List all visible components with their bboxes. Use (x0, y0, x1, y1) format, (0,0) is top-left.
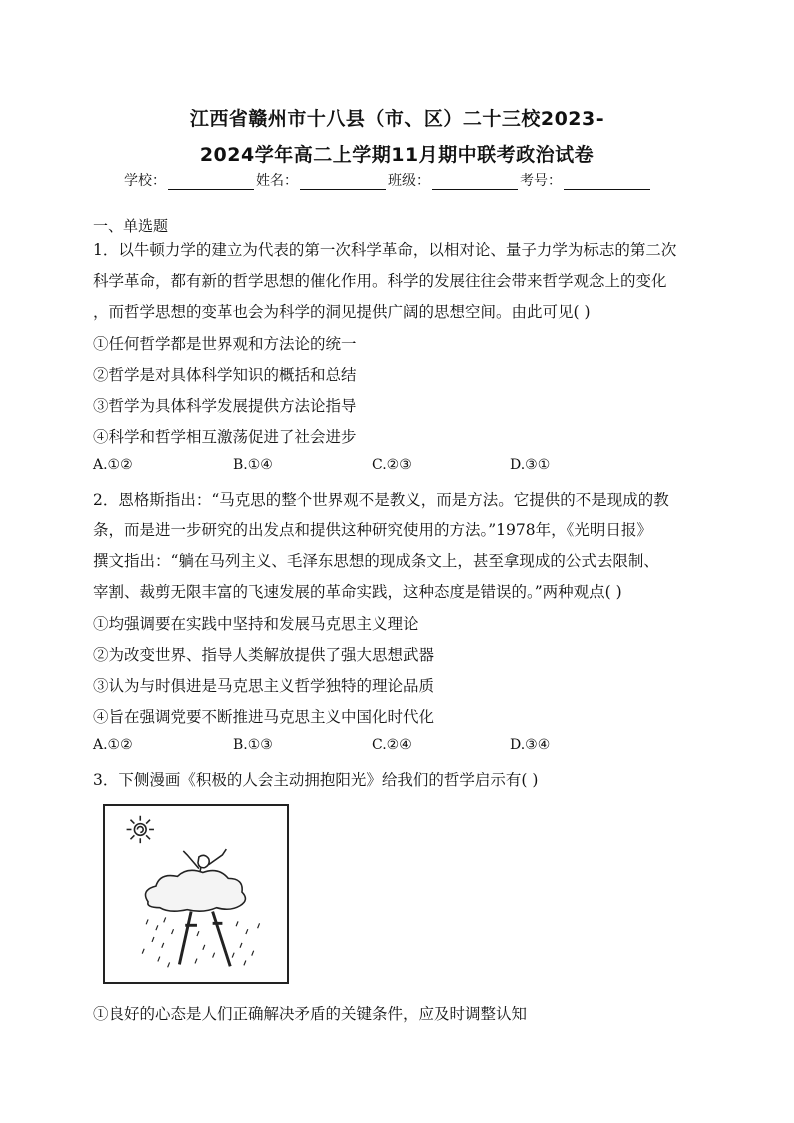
cartoon-drawing (105, 806, 287, 982)
class-blank[interactable] (432, 174, 518, 190)
cloud-shape (145, 870, 245, 911)
question-3-line-1: 3．下侧漫画《积极的人会主动拥抱阳光》给我们的哲学启示有( ) (93, 771, 539, 789)
question-2-option-c[interactable]: C.②④ (372, 737, 412, 753)
question-2-statement-3: ③认为与时俱进是马克思主义哲学独特的理论品质 (93, 677, 435, 695)
class-label: 班级： (388, 173, 430, 189)
question-1-option-a[interactable]: A.①② (93, 457, 133, 473)
exam-title-line-1: 江西省赣州市十八县（市、区）二十三校2023- (189, 108, 605, 130)
exam-number-label: 考号： (520, 173, 562, 189)
question-2-statement-2: ②为改变世界、指导人类解放提供了强大思想武器 (93, 646, 435, 664)
question-1-statement-3: ③哲学为具体科学发展提供方法论指导 (93, 397, 357, 415)
exam-number-blank[interactable] (564, 174, 650, 190)
section-title: 一、单选题 (93, 217, 169, 235)
question-2-line-3: 撰文指出：“躺在马列主义、毛泽东思想的现成条文上，甚至拿现成的公式去限制、 (93, 552, 659, 570)
question-2-option-a[interactable]: A.①② (93, 737, 133, 753)
question-1-line-1: 1．以牛顿力学的建立为代表的第一次科学革命，以相对论、量子力学为标志的第二次 (93, 241, 677, 259)
stilts (179, 912, 230, 967)
question-2-statement-1: ①均强调要在实践中坚持和发展马克思主义理论 (93, 615, 419, 633)
question-1-line-2: 科学革命，都有新的哲学思想的催化作用。科学的发展往往会带来哲学观念上的变化 (93, 272, 667, 290)
question-2-option-d[interactable]: D.③④ (510, 737, 551, 753)
question-2-line-1: 2．恩格斯指出：“马克思的整个世界观不是教义，而是方法。它提供的不是现成的教 (93, 491, 669, 509)
student-info-row (124, 170, 652, 190)
question-3-statement-1: ①良好的心态是人们正确解决矛盾的关键条件，应及时调整认知 (93, 1005, 528, 1023)
question-1-option-b[interactable]: B.①④ (233, 457, 273, 473)
question-1-option-c[interactable]: C.②③ (372, 457, 412, 473)
school-label: 学校： (124, 173, 166, 189)
cartoon-illustration (103, 804, 289, 984)
question-2-line-4: 宰割、裁剪无限丰富的飞速发展的革命实践，这种态度是错误的。”两种观点( ) (93, 583, 622, 601)
question-1-option-d[interactable]: D.③① (510, 457, 551, 473)
question-1-statement-2: ②哲学是对具体科学知识的概括和总结 (93, 366, 357, 384)
question-1-line-3: ，而哲学思想的变革也会为科学的洞见提供广阔的思想空间。由此可见( ) (93, 303, 591, 321)
name-blank[interactable] (300, 174, 386, 190)
rain-drops (142, 917, 259, 967)
name-label: 姓名： (256, 173, 298, 189)
question-1-statement-4: ④科学和哲学相互激荡促进了社会进步 (93, 428, 357, 446)
question-2-statement-4: ④旨在强调党要不断推进马克思主义中国化时代化 (93, 708, 435, 726)
sun-icon (127, 816, 154, 843)
question-1-statement-1: ①任何哲学都是世界观和方法论的统一 (93, 335, 357, 353)
question-2-line-2: 条，而是进一步研究的出发点和提供这种研究使用的方法。”1978年，《光明日报》 (93, 521, 652, 539)
question-2-option-b[interactable]: B.①③ (233, 737, 273, 753)
school-blank[interactable] (168, 174, 254, 190)
exam-title-line-2: 2024学年高二上学期11月期中联考政治试卷 (199, 144, 595, 166)
